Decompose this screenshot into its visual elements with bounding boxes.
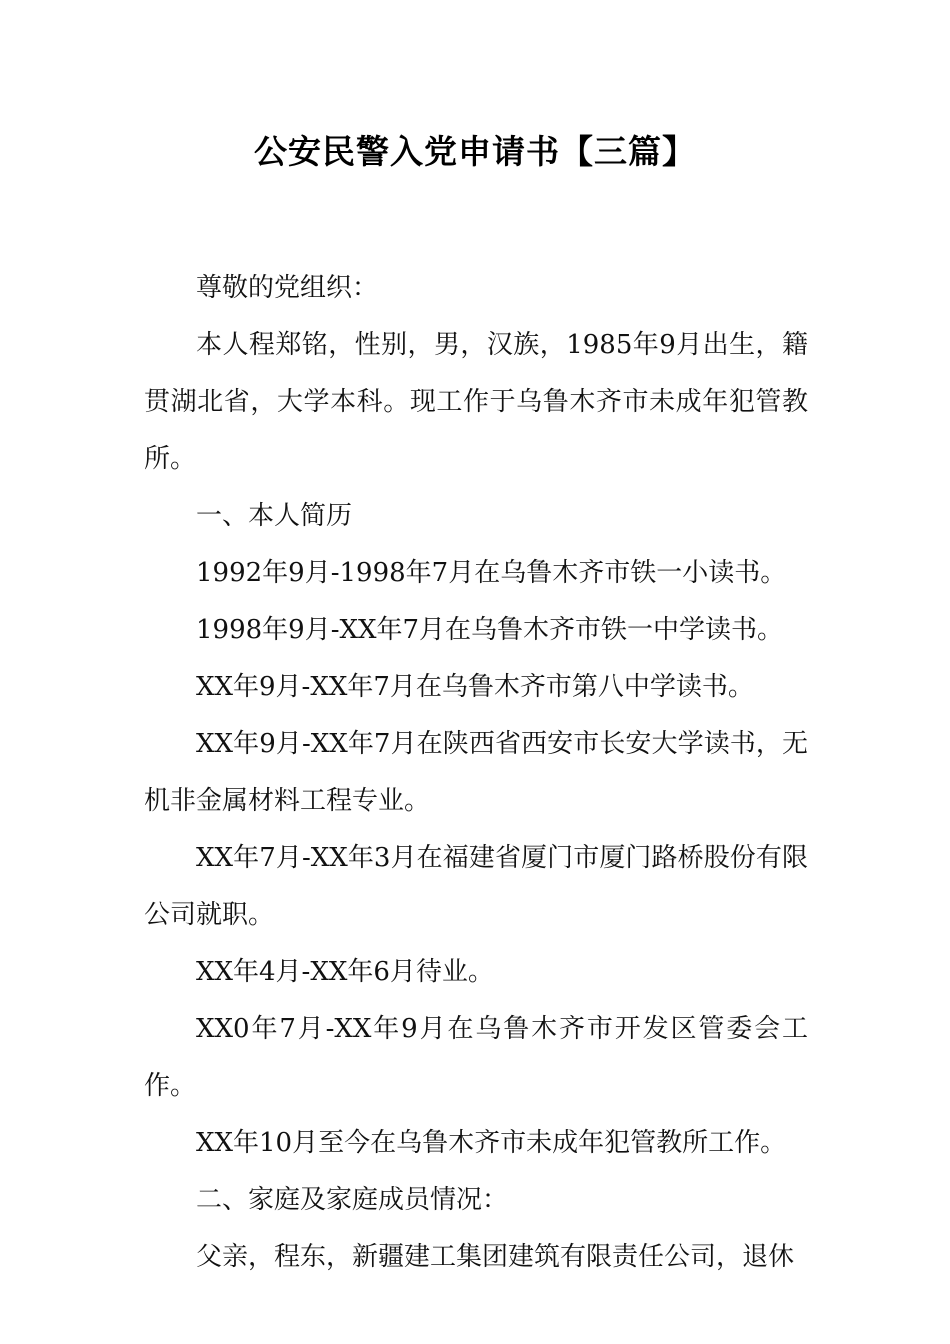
resume-item: 1998年9月-XX年7月在乌鲁木齐市铁一中学读书。 [196,615,784,645]
resume-item: XX0年7月-XX年9月在乌鲁木齐市开发区管委会工作。 [144,1014,808,1101]
salutation: 尊敬的党组织： [196,273,379,303]
document-title: 公安民警入党申请书【三篇】 [254,132,696,171]
resume-item: XX年4月-XX年6月待业。 [196,957,494,987]
document-body [144,260,808,1286]
section-heading-family: 二、家庭及家庭成员情况： [196,1185,509,1215]
resume-item: XX年9月-XX年7月在陕西省西安市长安大学读书，无机非金属材料工程专业。 [144,729,808,816]
resume-item: XX年9月-XX年7月在乌鲁木齐市第八中学读书。 [196,672,754,702]
resume-item: XX年10月至今在乌鲁木齐市未成年犯管教所工作。 [196,1128,787,1158]
section-heading-resume: 一、本人简历 [196,501,353,531]
resume-item: XX年7月-XX年3月在福建省厦门市厦门路桥股份有限公司就职。 [144,843,808,930]
paragraph-intro: 本人程郑铭，性别，男，汉族，1985年9月出生，籍贯湖北省，大学本科。现工作于乌鲁木齐市未成年犯管教所。 [144,330,808,474]
family-item: 父亲，程东，新疆建工集团建筑有限责任公司，退休 [196,1242,795,1272]
resume-item: 1992年9月-1998年7月在乌鲁木齐市铁一小读书。 [196,558,787,588]
